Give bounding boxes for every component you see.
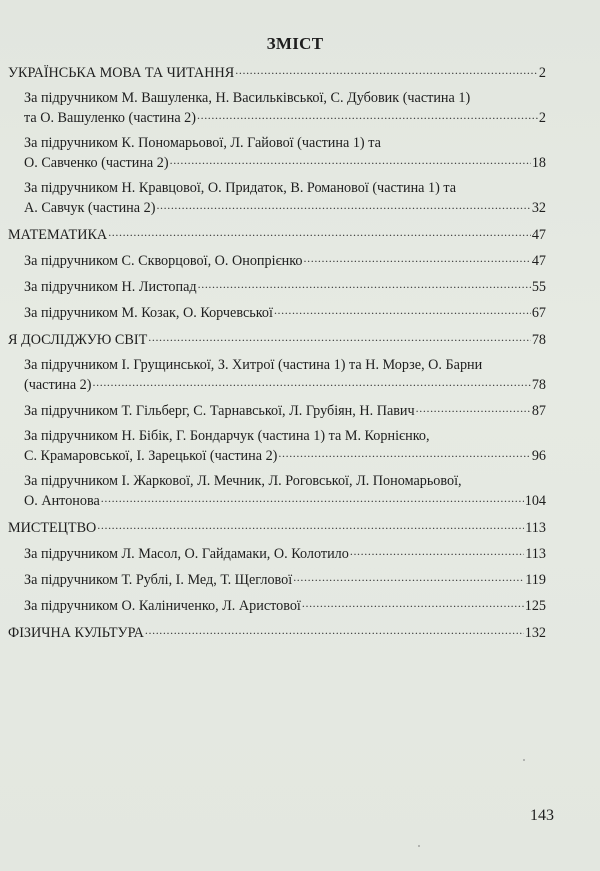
dot-leader <box>148 330 531 344</box>
toc-entry-text-line: За підручником М. Вашуленка, Н. Васильківської, С. Дубовик (частина 1) <box>24 90 471 106</box>
toc-entry-text-line: За підручником К. Пономарьової, Л. Гайової (частина 1) та <box>24 135 381 151</box>
toc-entry-line <box>8 518 546 538</box>
toc-subsection-entry <box>8 134 546 173</box>
toc-page-number: 18 <box>531 155 546 171</box>
toc-entry-text: та О. Вашуленко (частина 2) <box>24 110 196 126</box>
toc-page-number: 47 <box>531 227 546 243</box>
toc-entry-line <box>24 153 546 173</box>
dot-leader <box>97 518 524 532</box>
dot-leader <box>108 225 531 239</box>
toc-entry-text-line: За підручником І. Грущинської, З. Хитрої (частина 1) та Н. Морзе, О. Барни <box>24 357 483 373</box>
toc-entry-text: А. Савчук (частина 2) <box>24 200 156 216</box>
toc-entry-line <box>24 277 546 297</box>
dot-leader <box>235 63 538 77</box>
toc-entry-text: За підручником С. Скворцової, О. Онопрієнко <box>24 253 303 269</box>
toc-entry-line <box>24 375 546 395</box>
toc-page-number: 125 <box>524 598 546 614</box>
toc-entry-text: (частина 2) <box>24 377 92 393</box>
toc-entry-text-line: За підручником І. Жаркової, Л. Мечник, Л. Роговської, Л. Пономарьової, <box>24 473 462 489</box>
toc-entry-text: МАТЕМАТИКА <box>8 227 108 243</box>
toc-entry-text: О. Антонова <box>24 493 100 509</box>
toc-entry-text: За підручником Н. Листопад <box>24 279 197 295</box>
dot-leader <box>304 251 531 265</box>
toc-page-number: 78 <box>531 332 546 348</box>
dot-leader <box>197 108 538 122</box>
toc-subsection-entry <box>8 544 546 564</box>
toc-subsection-entry <box>8 356 546 395</box>
toc-entry-text-line: За підручником Н. Бібік, Г. Бондарчук (частина 1) та М. Корнієнко, <box>24 428 430 444</box>
toc-page-number: 132 <box>524 625 546 641</box>
table-of-contents <box>8 63 546 643</box>
dot-leader <box>278 446 530 460</box>
toc-entry-line <box>24 198 546 218</box>
toc-page-number: 96 <box>531 448 546 464</box>
toc-entry-text: УКРАЇНСЬКА МОВА ТА ЧИТАННЯ <box>8 65 235 81</box>
toc-subsection-entry <box>8 596 546 616</box>
dot-leader <box>198 277 531 291</box>
toc-section-entry <box>8 225 546 245</box>
toc-page-number: 67 <box>531 305 546 321</box>
toc-entry-line <box>24 303 546 323</box>
toc-entry-text: О. Савченко (частина 2) <box>24 155 169 171</box>
toc-entry-line <box>24 570 546 590</box>
toc-page-number: 87 <box>531 403 546 419</box>
toc-entry-line <box>8 225 546 245</box>
toc-entry-text: За підручником Т. Гільберг, С. Тарнавської, Л. Грубіян, Н. Павич <box>24 403 415 419</box>
dot-leader <box>416 401 531 415</box>
toc-entry-text: ФІЗИЧНА КУЛЬТУРА <box>8 625 144 641</box>
toc-page-number: 119 <box>525 572 546 588</box>
dot-leader <box>274 303 531 317</box>
toc-entry-text: С. Крамаровської, І. Зарецької (частина 2) <box>24 448 278 464</box>
dot-leader <box>156 198 530 212</box>
toc-subsection-entry <box>8 401 546 421</box>
toc-page-number: 2 <box>538 65 546 81</box>
toc-entry-text: За підручником О. Каліниченко, Л. Аристової <box>24 598 301 614</box>
toc-entry-line <box>24 596 546 616</box>
toc-page-number: 113 <box>525 520 546 536</box>
toc-page-number: 55 <box>531 279 546 295</box>
toc-page-number: 32 <box>531 200 546 216</box>
toc-entry-text: За підручником Т. Рублі, І. Мед, Т. Щеглової <box>24 572 293 588</box>
toc-page-number: 2 <box>538 110 546 126</box>
toc-entry-text: За підручником М. Козак, О. Корчевської <box>24 305 273 321</box>
page-number: 143 <box>530 807 554 824</box>
toc-section-entry <box>8 63 546 83</box>
toc-entry-line <box>24 446 546 466</box>
paper-speck <box>418 845 420 847</box>
dot-leader <box>170 153 531 167</box>
dot-leader <box>93 375 531 389</box>
toc-page-number: 47 <box>531 253 546 269</box>
toc-section-entry <box>8 330 546 350</box>
toc-entry-line <box>24 544 546 564</box>
toc-subsection-entry <box>8 303 546 323</box>
toc-entry-line <box>24 108 546 128</box>
toc-section-entry <box>8 518 546 538</box>
page-title: ЗМІСТ <box>266 34 324 53</box>
dot-leader <box>302 596 524 610</box>
toc-entry-line <box>8 330 546 350</box>
toc-page-number: 113 <box>525 546 546 562</box>
toc-subsection-entry <box>8 179 546 218</box>
dot-leader <box>101 491 524 505</box>
toc-subsection-entry <box>8 89 546 128</box>
toc-entry-line <box>24 491 546 511</box>
toc-subsection-entry <box>8 251 546 271</box>
paper-speck <box>523 759 525 761</box>
toc-page-number: 78 <box>531 377 546 393</box>
toc-page-number: 104 <box>524 493 546 509</box>
dot-leader <box>350 544 524 558</box>
toc-entry-line <box>24 401 546 421</box>
toc-subsection-entry <box>8 472 546 511</box>
dot-leader <box>293 570 524 584</box>
toc-entry-text-line: За підручником Н. Кравцової, О. Придаток, В. Романової (частина 1) та <box>24 180 457 196</box>
toc-entry-line <box>8 63 546 83</box>
toc-section-entry <box>8 623 546 643</box>
toc-subsection-entry <box>8 427 546 466</box>
toc-entry-text: Я ДОСЛІДЖУЮ СВІТ <box>8 332 148 348</box>
toc-entry-text: МИСТЕЦТВО <box>8 520 97 536</box>
toc-subsection-entry <box>8 277 546 297</box>
toc-entry-text: За підручником Л. Масол, О. Гайдамаки, О. Колотило <box>24 546 349 562</box>
toc-entry-line <box>24 251 546 271</box>
toc-subsection-entry <box>8 570 546 590</box>
toc-entry-line <box>8 623 546 643</box>
dot-leader <box>145 623 524 637</box>
